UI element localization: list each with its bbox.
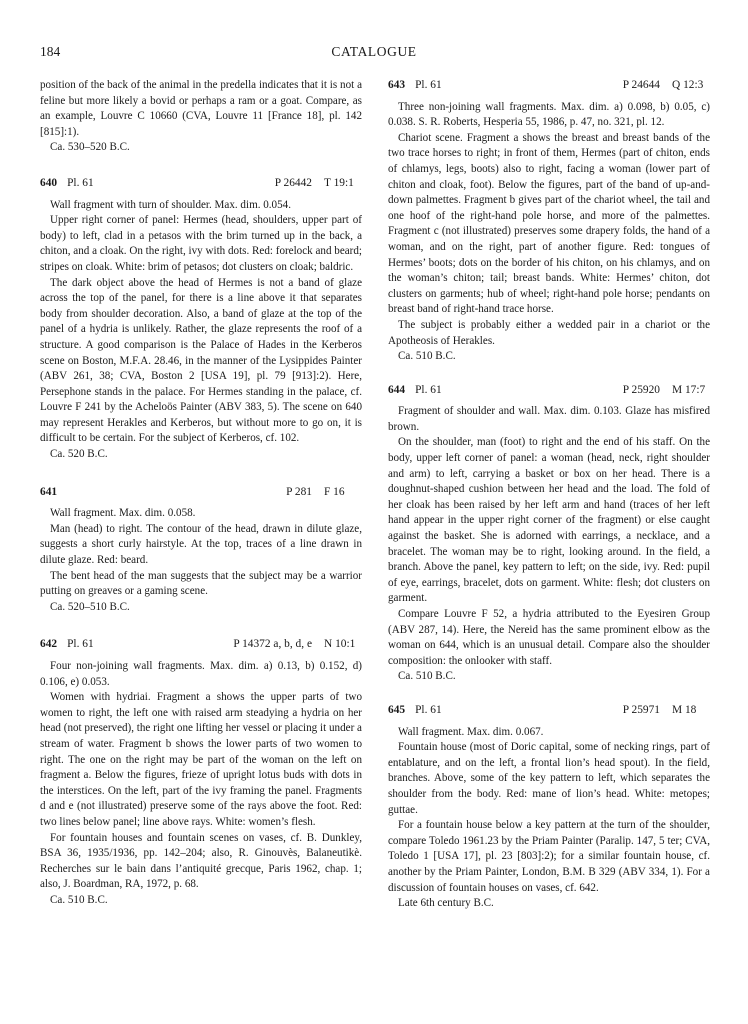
entry-643 [388,78,710,365]
entry-641 [40,485,362,616]
paragraph: position of the back of the animal in the predella indicates that it is not a feline but more likely a bovid or perhaps a ram or a goat. Compare, as an example, Louvre C 10660 (CVA, Louvre 11 [France 18], pl. 142 [815]:1). [40,79,362,138]
plate-ref: Pl. 61 [415,79,442,91]
date-line: Late 6th century B.C. [398,897,494,910]
paragraph: On the shoulder, man (foot) to right and the end of his staff. On the body, upper left corner of panel: a woman (head, neck, right shoulder and arm) to left, carrying a basket or box on her head. There is a doughnut-shaped cushion between her head and the load. The fold of her cloak has been raised by her left arm and hand (traces of her left hand appear in the upper right corner of the fragment) or else caught against the basket. She is adorned with earrings, a necklace, and a bracelet. The woman may be to right, looking around. In the field, a branch. Above the panel, key pattern to left; on the side, ivy. Red: pupil of eye, earrings, bracelet, dots on garment. White: flesh; dot clusters on garment. [388,436,710,605]
entry-number: 644 [388,383,406,396]
entry-header [388,383,710,399]
date-line: Ca. 510 B.C. [398,670,456,683]
entry-number: 640 [40,176,58,189]
paragraph: Wall fragment. Max. dim. 0.067. [398,725,544,738]
left-column [40,78,362,909]
paragraph: Wall fragment with turn of shoulder. Max. dim. 0.054. [50,198,291,211]
entry-640 [40,176,362,463]
entry-header [40,176,362,192]
entry-644 [388,383,710,685]
inventory-number: P 25920 [622,383,660,396]
entry-header [40,637,362,653]
entry-642 [40,637,362,908]
inventory-number: P 14372 a, b, d, e [233,638,312,651]
inventory-number: P 24644 [622,79,660,91]
paragraph: Man (head) to right. The contour of the head, drawn in dilute glaze, suggests a short curly hairstyle. At the top, traces of a line drawn in dilute glaze. Red: beard. [40,522,362,567]
paragraph: Upper right corner of panel: Hermes (head, shoulders, upper part of body) to left, clad in a petasos with the brim turned up in the back, a chiton, and a cloak. On the right, ivy with dots. Red: forelock and beard; stripes on cloak. White: brim of petasos; dot clusters on cloak; baldric. [40,214,362,273]
paragraph: Fountain house (most of Doric capital, some of necking rings, part of entablature, and on the left, a frontal lion’s head spout). In the field, branches. Above, some of the key pattern to left, which separates the shoulder from the body. Red: mane of lion’s head. White: metopes; guttae. [388,741,710,816]
running-head: CATALOGUE [331,44,417,59]
paragraph: Women with hydriai. Fragment a shows the upper parts of two women to right, the left one with raised arm steadying a hydria on her head (not preserved), the right one lifting her vessel or placing it under a stream of water. Fragment b shows the lower parts of two women to right. The one on the right may be part of the woman on the left on fragment a. Below the figures, frieze of upright lotus buds with dots in the interstices. On the left, part of the ivy framing the panel. Fragments d and e (not illustrated) preserve some of the rays above the foot. Red: two lines below panel; line above rays. White: women’s flesh. [40,691,362,828]
inventory-number: P 281 [286,485,312,498]
entry-number: 643 [388,79,406,91]
entry-number: 645 [388,703,406,716]
paragraph: Wall fragment. Max. dim. 0.058. [50,507,196,520]
date-line: Ca. 530–520 B.C. [50,141,130,154]
paragraph: The subject is probably either a wedded pair in a chariot or the Apotheosis of Herakles. [388,318,710,347]
date-line: Ca. 510 B.C. [398,350,456,363]
plate-ref: Pl. 61 [67,176,94,189]
page-number: 184 [40,44,61,59]
inventory-number: P 26442 [274,176,312,189]
grid-ref: Q 12:3 [672,79,704,91]
grid-ref: F 16 [324,485,345,498]
paragraph: Compare Louvre F 52, a hydria attributed to the Eyesiren Group (ABV 287, 14). Here, the Nereid has the same prominent elbow as the woman on 644, which is an unusual detail. Compare also the shoulder composition: the onlooker with staff. [388,608,710,667]
plate-ref: Pl. 61 [415,383,442,396]
entry-number: 641 [40,485,58,498]
paragraph: Fragment of shoulder and wall. Max. dim. 0.103. Glaze has misfired brown. [388,405,710,433]
paragraph: Four non-joining wall fragments. Max. dim. a) 0.13, b) 0.152, d) 0.106, e) 0.053. [40,660,362,688]
paragraph: Chariot scene. Fragment a shows the breast and breast bands of the two trace horses to right; in front of them, Hermes (part of chiton, ends of chlamys, legs, boots) also to right, facing a woman (lower part of chiton and cloak, foot). Below the figures, part of the band of up-and-down palmettes. Fragment b gives part of the chariot wheel, the tail and one hoof of the right-hand pole horse, and more of the palmettes. Fragment c (not illustrated) preserves some drapery folds, the hand of a woman, and on the right, part of another figure. Red: tongues of Hermes’ boots; dots on the border of his chiton, on his chlamys, and on the woman’s chiton; tail; breast bands. White: Hermes’ chiton, dot clusters on garments; hub of wheel; right-hand pole horse; pendants on breast band of right-hand trace horse. [388,131,710,316]
grid-ref: M 17:7 [672,383,706,396]
plate-ref: Pl. 61 [67,638,94,651]
paragraph: For a fountain house below a key pattern at the turn of the shoulder, compare Toledo 1961.23 by the Priam Painter (Paralip. 147, 5 ter; CVA, Toledo 1 [USA 17], pl. 23 [803]:2); for a similar fountain house, cf. another by the Priam Painter, London, B.M. B 329 (ABV 334, 1). For a discussion of fountain houses on vases, cf. 642. [388,819,710,894]
date-line: Ca. 510 B.C. [50,893,108,906]
entry-number: 642 [40,638,58,651]
inventory-number: P 25971 [622,703,660,716]
grid-ref: N 10:1 [324,638,356,651]
grid-ref: T 19:1 [324,176,354,189]
grid-ref: M 18 [672,703,697,716]
paragraph: For fountain houses and fountain scenes on vases, cf. B. Dunkley, BSA 36, 1935/1936, pp. 142–204; also, R. Ginouvès, Balaneutikè. Recherches sur le bain dans l’antiquité grecque, Paris 1962, chap. 1; also, J. Boardman, RA, 1972, p. 68. [40,831,362,891]
paragraph: Three non-joining wall fragments. Max. dim. a) 0.098, b) 0.05, c) 0.038. S. R. Roberts, Hesperia 55, 1986, p. 47, no. 321, pl. 12. [388,100,710,129]
right-column [388,78,710,912]
entry-645 [388,703,710,912]
plate-ref: Pl. 61 [415,703,442,716]
entry-header [40,485,362,501]
date-line: Ca. 520–510 B.C. [50,600,130,613]
paragraph: The dark object above the head of Hermes is not a band of glaze across the top of the panel, for there is a line above it that separates body from shoulder decoration. Also, a band of glaze at the top of the panel of a hydria is unlikely. Rather, the glaze represents the roof of a structure. A good comparison is the Palace of Hades in the Kerberos scene on Boston, M.F.A. 28.46, in the manner of the Lysippides Painter (ABV 261, 38; CVA, Boston 2 [USA 19], pl. 79 [913]:2). Here, Persephone stands in the palace. For Hermes standing in the palace, cf. Louvre F 241 by the Acheloös Painter (ABV 383, 5). The scene on 640 may represent Herakles and Kerberos, but without more to go on, it is difficult to be certain. For the subject of Kerberos, cf. 102. [40,276,362,445]
plate-ref [67,485,278,501]
date-line: Ca. 520 B.C. [50,448,108,461]
entry-header [388,78,710,94]
paragraph: The bent head of the man suggests that the subject may be a warrior putting on greaves or a gaming scene. [40,569,362,598]
intro-continuation [40,78,362,156]
entry-header [388,703,710,719]
